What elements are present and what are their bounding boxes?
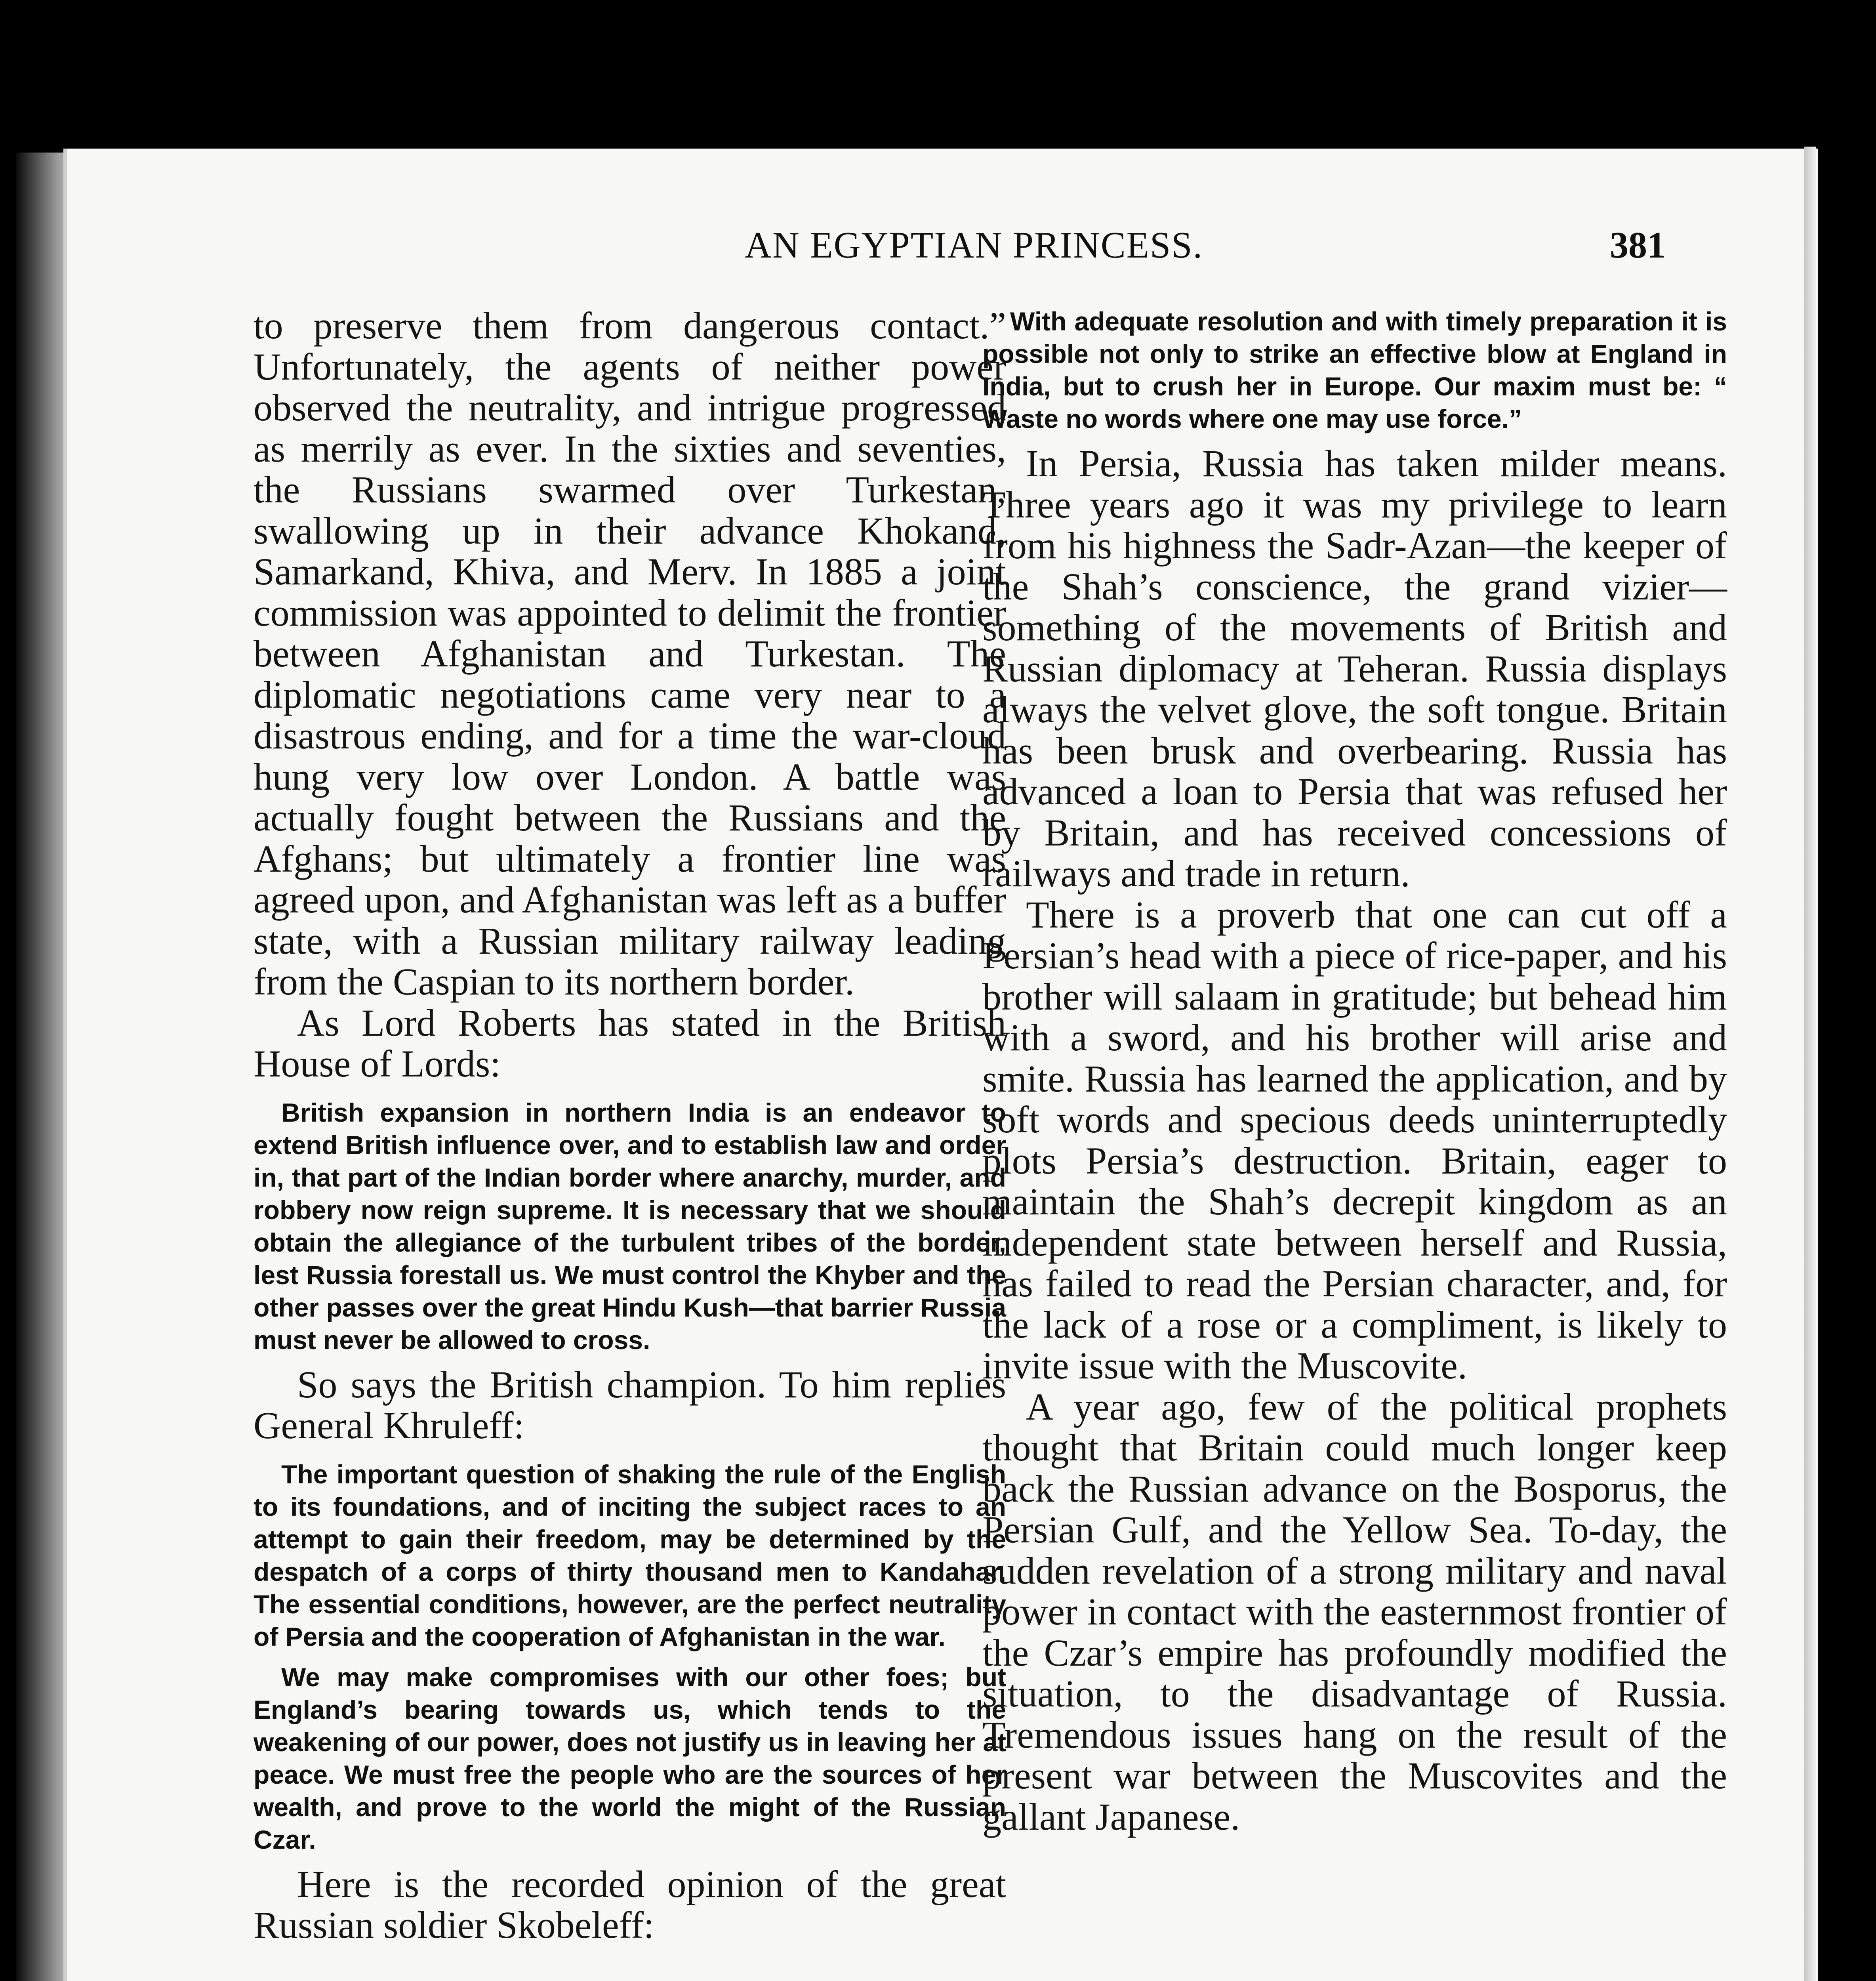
block-quote-roberts: British expansion in northern India is an endeavor to extend British influence over, and to establish law and order in, that part of the Indian border where anarchy, murder, and robbery now reign supreme. It is necessary that we should obtain the allegiance of the turbulent tribes of the border, lest Russia forestall us. We must control the Khyber and the other passes over the great Hindu Kush—that barrier Russia must never be allowed to cross. [254, 1097, 1006, 1355]
paragraph: In Persia, Russia has taken milder means. Three years ago it was my privilege to learn from his highness the Sadr-Azan—the keeper of the Shah’s conscience, the grand vizier—something of the movements of British and Russian diplomacy at Teheran. Russia displays always the velvet glove, the soft tongue. Britain has been brusk and overbearing. Russia has advanced a loan to Persia that was refused her by Britain, and has received concessions of railways and trade in return. [982, 442, 1727, 895]
block-quote-skobeleff: With adequate resolution and with timely preparation it is possible not only to strike an effective blow at England in India, but to crush her in Europe. Our maxim must be: “ Waste no words where one may use force.” [982, 307, 1727, 433]
right-column [982, 305, 1727, 1837]
block-quote-khruleff-cont: We may make compromises with our other foes; but England’s bearing towards us, which tends to the weakening of our power, does not justify us in leaving her at peace. We must free the people who are the sources of her wealth, and prove to the world the might of the Russian Czar. [254, 1662, 1006, 1854]
paragraph: Here is the recorded opinion of the great Russian soldier Skobeleff: [254, 1863, 1006, 1946]
block-quote-khruleff: The important question of shaking the rule of the English to its foundations, and of inciting the subject races to an attempt to gain their freedom, may be determined by the despatch of a corps of thirty thousand men to Kandahar. The essential conditions, however, are the perfect neutrality of Persia and the cooperation of Afghanistan in the war. [254, 1459, 1006, 1651]
paragraph: A year ago, few of the political prophets thought that Britain could much longer keep back the Russian advance on the Bosporus, the Persian Gulf, and the Yellow Sea. To-day, the sudden revelation of a strong military and naval power in contact with the easternmost frontier of the Czar’s empire has profoundly modified the situation, to the disadvantage of Russia. Tremendous issues hang on the result of the present war between the Muscovites and the gallant Japanese. [982, 1385, 1727, 1838]
paragraph: There is a proverb that one can cut off a Persian’s head with a piece of rice-paper, and his brother will salaam in gratitude; but behead him with a sword, and his brother will arise and smite. Russia has learned the application, and by soft words and specious deeds uninterruptedly plots Persia’s destruction. Britain, eager to maintain the Shah’s decrepit kingdom as an independent state between herself and Russia, has failed to read the Persian character, and, for the lack of a rose or a compliment, is likely to invite issue with the Muscovite. [982, 893, 1727, 1387]
page-header [67, 224, 1818, 283]
page-edge [1804, 147, 1816, 1981]
paragraph: So says the British champion. To him replies General Khruleff: [254, 1363, 1006, 1447]
book-page [63, 149, 1818, 1981]
running-title: AN EGYPTIAN PRINCESS. [745, 225, 1203, 266]
paragraph: As Lord Roberts has stated in the British House of Lords: [254, 1001, 1006, 1085]
paragraph: to preserve them from dangerous contact.” Unfortunately, the agents of neither power observed the neutrality, and intrigue progressed as merrily as ever. In the sixties and seventies, the Russians swarmed over Turkestan, swallowing up in their advance Khokand, Samarkand, Khiva, and Merv. In 1885 a joint commission was appointed to delimit the frontier between Afghanistan and Turkestan. The diplomatic negotiations came very near to a disastrous ending, and for a time the war-cloud hung very low over London. A battle was actually fought between the Russians and the Afghans; but ultimately a frontier line was agreed upon, and Afghanistan was left as a buffer state, with a Russian military railway leading from the Caspian to its northern border. [254, 304, 1006, 1003]
left-column [254, 305, 1006, 1946]
page-number: 381 [1610, 225, 1666, 266]
